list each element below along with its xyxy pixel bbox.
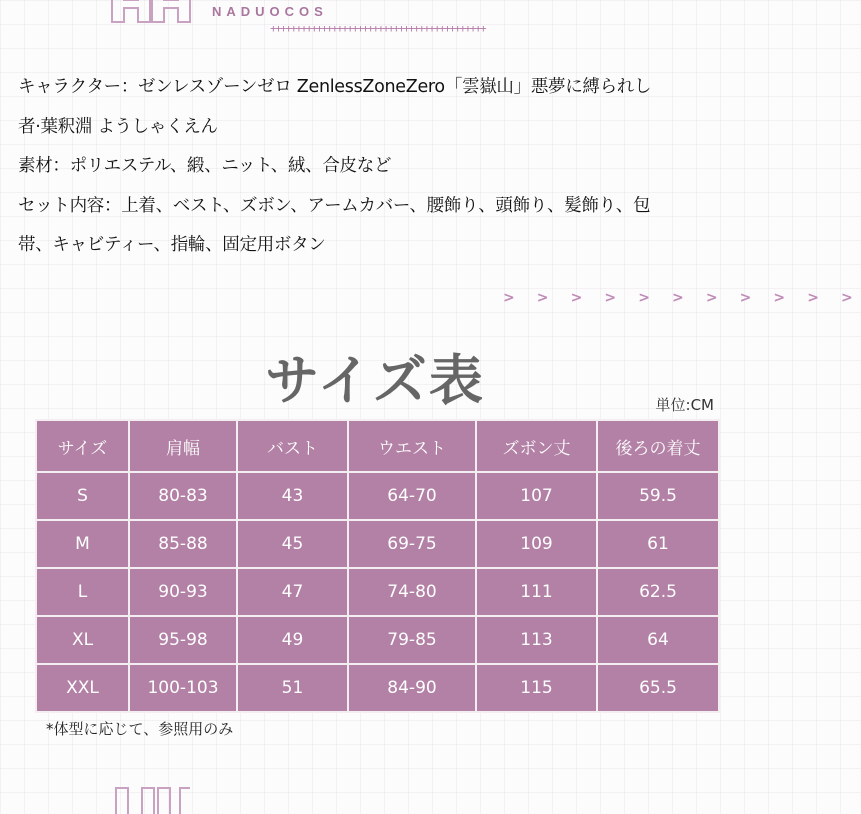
table-row: [36, 472, 719, 520]
cell-size: M: [36, 520, 129, 568]
header-waist: ウエスト: [348, 420, 476, 472]
cell-pants-length: 107: [476, 472, 597, 520]
size-chart-note: *体型に応じて、参照用のみ: [46, 720, 234, 738]
description-line-set-contents-cont: 帯、キャビティー、指輪、固定用ボタン: [18, 235, 326, 255]
cell-back-length: 61: [597, 520, 719, 568]
size-chart-table: [35, 419, 720, 713]
cell-bust: 47: [237, 568, 348, 616]
cell-back-length: 62.5: [597, 568, 719, 616]
cell-waist: 74-80: [348, 568, 476, 616]
header-shoulder: 肩幅: [129, 420, 237, 472]
description-line-character-name: 者·葉釈淵 ようしゃくえん: [18, 116, 218, 137]
cell-size: S: [36, 472, 129, 520]
cell-pants-length: 111: [476, 568, 597, 616]
header-size: サイズ: [36, 420, 129, 472]
cell-waist: 64-70: [348, 472, 476, 520]
cell-waist: 69-75: [348, 520, 476, 568]
table-row: [36, 568, 719, 616]
brand-name: NADUOCOS: [212, 4, 328, 19]
cell-waist: 84-90: [348, 664, 476, 712]
decorative-plus-row: ++++++++++++++++++++++++++++++++++++++++++: [270, 22, 486, 35]
description-line-character: キャラクター：ゼンレスゾーンゼロ ZenlessZoneZero「雲嶽山」悪夢に縛られし: [18, 77, 652, 97]
cell-shoulder: 100-103: [129, 664, 237, 712]
cell-bust: 49: [237, 616, 348, 664]
cell-back-length: 65.5: [597, 664, 719, 712]
cell-shoulder: 90-93: [129, 568, 237, 616]
brand-logo-top: [108, 0, 192, 26]
cell-size: XL: [36, 616, 129, 664]
product-description: [18, 68, 742, 266]
size-chart-header-row: [36, 420, 719, 472]
cell-bust: 51: [237, 664, 348, 712]
cell-shoulder: 95-98: [129, 616, 237, 664]
cell-size: L: [36, 568, 129, 616]
cell-shoulder: 80-83: [129, 472, 237, 520]
cell-waist: 79-85: [348, 616, 476, 664]
header-bust: バスト: [237, 420, 348, 472]
table-row: [36, 520, 719, 568]
cell-shoulder: 85-88: [129, 520, 237, 568]
cell-pants-length: 109: [476, 520, 597, 568]
size-chart-unit: 単位:CM: [655, 396, 714, 414]
cell-pants-length: 113: [476, 616, 597, 664]
size-chart-title: サイズ表: [265, 349, 485, 412]
description-line-material: 素材：ポリエステル、緞、ニット、絨、合皮など: [18, 156, 392, 176]
cell-back-length: 64: [597, 616, 719, 664]
table-row: [36, 664, 719, 712]
cell-bust: 45: [237, 520, 348, 568]
cell-back-length: 59.5: [597, 472, 719, 520]
table-row: [36, 616, 719, 664]
brand-logo-bottom: [112, 784, 192, 814]
cell-pants-length: 115: [476, 664, 597, 712]
header-back-length: 後ろの着丈: [597, 420, 719, 472]
header-pants-length: ズボン丈: [476, 420, 597, 472]
description-line-set-contents: セット内容：上着、ベスト、ズボン、アームカバー、腰飾り、頭飾り、髪飾り、包: [18, 195, 651, 216]
cell-size: XXL: [36, 664, 129, 712]
decorative-arrows: > > > > > > > > > > >: [503, 290, 861, 306]
cell-bust: 43: [237, 472, 348, 520]
